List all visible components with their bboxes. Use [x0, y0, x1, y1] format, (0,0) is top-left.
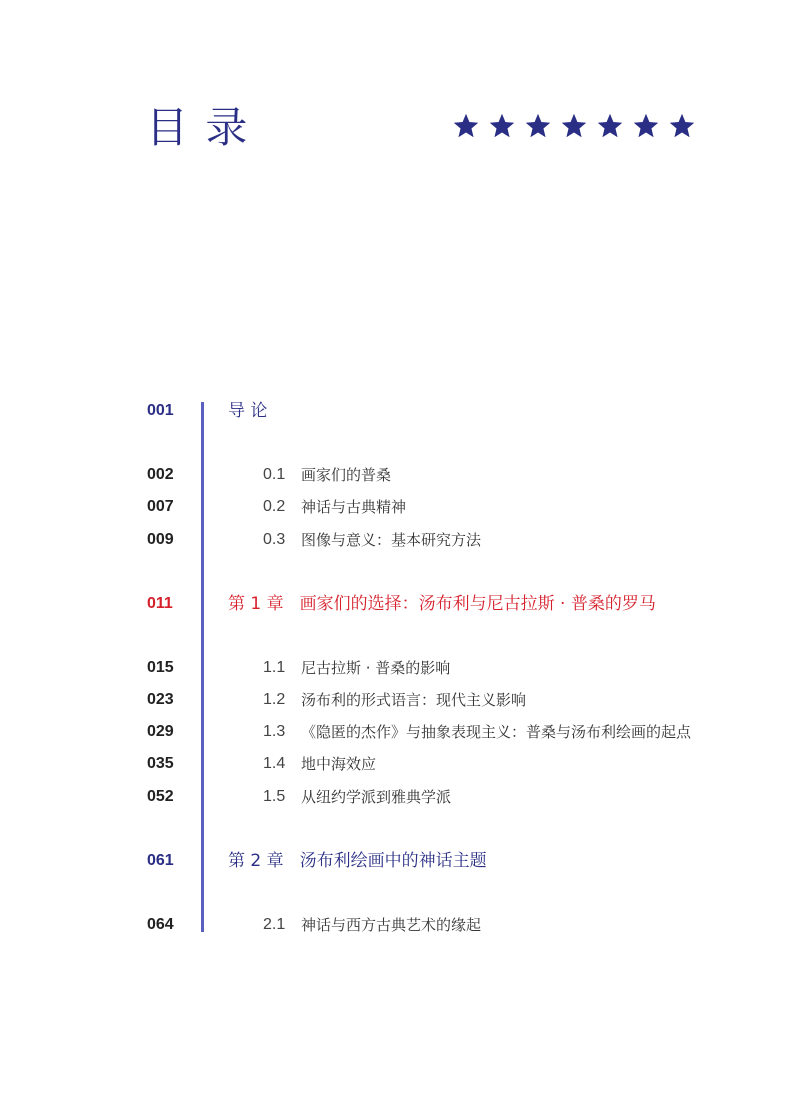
chapter-label: 第 2 章	[228, 851, 284, 871]
toc-section-entry[interactable]	[0, 784, 790, 810]
page-number: 011	[147, 595, 173, 612]
section-title: 画家们的普桑	[301, 466, 392, 484]
toc-intro-entry[interactable]	[0, 398, 790, 424]
section-number: 1.3	[263, 723, 286, 740]
toc-section-entry[interactable]	[0, 687, 790, 713]
page-number: 029	[147, 723, 174, 740]
section-number: 1.1	[263, 659, 286, 676]
chapter-title	[228, 848, 487, 874]
page-number: 023	[147, 691, 174, 708]
star-icon	[448, 106, 484, 146]
section-number: 1.4	[263, 755, 286, 772]
star-decoration	[448, 106, 700, 146]
section-number: 0.1	[263, 466, 286, 483]
page-number: 002	[147, 466, 174, 483]
page-number: 007	[147, 498, 174, 515]
section-title: 神话与西方古典艺术的缘起	[301, 916, 482, 934]
chapter-title	[228, 591, 656, 617]
star-icon	[592, 106, 628, 146]
toc-section-entry[interactable]	[0, 527, 790, 553]
star-icon	[484, 106, 520, 146]
chapter-name: 汤布利绘画中的神话主题	[299, 851, 487, 871]
chapter-title: 导 论	[228, 401, 268, 421]
page-number: 035	[147, 755, 174, 772]
page-title: 目 录	[146, 103, 250, 152]
star-icon	[664, 106, 700, 146]
section-number: 1.2	[263, 691, 286, 708]
section-title: 《隐匿的杰作》与抽象表现主义：普桑与汤布利绘画的起点	[301, 723, 692, 741]
section-number: 1.5	[263, 788, 286, 805]
page-number: 052	[147, 788, 174, 805]
toc-section-entry[interactable]	[0, 655, 790, 681]
section-title: 从纽约学派到雅典学派	[301, 788, 452, 806]
section-number: 0.2	[263, 498, 286, 515]
chapter-label: 第 1 章	[228, 594, 284, 614]
toc-section-entry[interactable]	[0, 719, 790, 745]
chapter-name: 画家们的选择：汤布利与尼古拉斯 · 普桑的罗马	[299, 594, 656, 614]
section-title: 神话与古典精神	[301, 498, 407, 516]
toc-section-entry[interactable]	[0, 462, 790, 488]
page-number: 009	[147, 531, 174, 548]
toc-section-entry[interactable]	[0, 494, 790, 520]
page-number: 061	[147, 852, 174, 869]
section-number: 2.1	[263, 916, 286, 933]
star-icon	[556, 106, 592, 146]
section-number: 0.3	[263, 531, 286, 548]
toc-section-entry[interactable]	[0, 751, 790, 777]
section-title: 尼古拉斯 · 普桑的影响	[301, 659, 451, 677]
section-title: 图像与意义：基本研究方法	[301, 531, 482, 549]
page-number: 001	[147, 402, 174, 419]
toc-chapter-2-entry[interactable]	[0, 848, 790, 874]
section-title: 汤布利的形式语言：现代主义影响	[301, 691, 527, 709]
section-title: 地中海效应	[301, 755, 377, 773]
toc-chapter-1-entry[interactable]	[0, 591, 790, 617]
star-icon	[628, 106, 664, 146]
toc-section-entry[interactable]	[0, 912, 790, 938]
page-number: 064	[147, 916, 174, 933]
page-number: 015	[147, 659, 174, 676]
star-icon	[520, 106, 556, 146]
